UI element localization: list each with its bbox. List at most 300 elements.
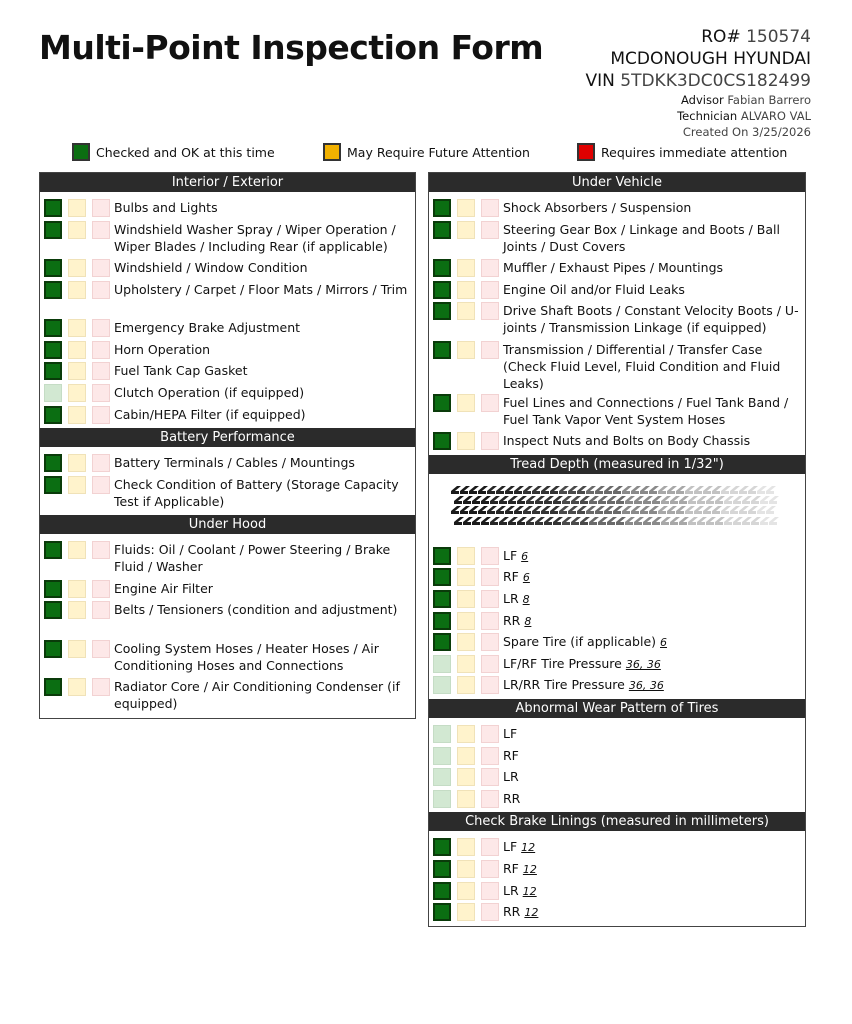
status-future-checkbox [457,838,475,856]
checklist-row [429,588,805,610]
status-immediate-checkbox [92,640,110,658]
tread-block [748,486,758,491]
checklist-row [40,382,415,404]
status-boxes [433,836,503,856]
tread-block [568,506,578,511]
item-label: Cabin/HEPA Filter (if equipped) [114,406,306,422]
tread-block [625,517,635,522]
tread-groove [460,491,468,494]
status-future-checkbox [457,882,475,900]
status-boxes [433,279,503,299]
legend [0,143,852,163]
tread-block [514,486,524,491]
checklist-item-text [503,745,519,764]
item-label: Fuel Lines and Connections / Fuel Tank Band / Fuel Tank Vapor Vent System Hoses [503,394,789,427]
status-ok-checkbox [44,199,62,217]
tread-block [676,486,686,491]
tread-groove [694,511,702,514]
checklist-item-text [503,901,538,921]
tread-groove [739,511,747,514]
tread-block [697,496,707,501]
checklist-item-text [114,599,397,618]
measurement-value: 6 [660,636,668,650]
item-label: LF [503,547,518,563]
status-immediate-checkbox [481,838,499,856]
tread-groove [586,511,594,514]
tread-block [739,486,749,491]
status-ok-checkbox [433,768,451,786]
tread-groove [508,522,516,525]
tread-groove [463,522,471,525]
tread-block [670,496,680,501]
ro-number: 150574 [746,27,811,47]
legend-swatch-immediate [577,143,595,161]
tread-block [487,506,497,511]
status-boxes [44,404,114,424]
status-immediate-checkbox [481,790,499,808]
tread-block [532,506,542,511]
checklist-row [40,219,415,258]
tread-block [703,506,713,511]
legend-item-immediate [577,143,787,161]
status-immediate-checkbox [92,259,110,277]
status-immediate-checkbox [481,547,499,565]
status-boxes [44,452,114,472]
tread-groove [454,501,462,504]
section-body [40,192,415,428]
tread-groove [604,491,612,494]
tread-groove [613,491,621,494]
checklist-item-text [114,360,247,379]
tread-groove [550,511,558,514]
checklist-item-text [503,858,537,878]
tread-block [649,486,659,491]
tread-block [472,496,482,501]
tread-block [577,486,587,491]
tread-block [757,506,767,511]
checklist-item-text [503,836,535,856]
item-label: Muffler / Exhaust Pipes / Mountings [503,260,724,276]
status-immediate-checkbox [92,341,110,359]
checklist-row [429,392,805,431]
tread-groove [517,522,525,525]
status-immediate-checkbox [481,259,499,277]
legend-swatch-ok [72,143,90,161]
status-immediate-checkbox [92,601,110,619]
measurement-value: 6 [521,549,529,563]
tread-block [487,486,497,491]
status-boxes [433,339,503,359]
status-future-checkbox [68,384,86,402]
checklist-item-text [114,638,415,674]
item-label: Engine Air Filter [114,580,213,596]
tread-block [571,517,581,522]
checklist-row [429,653,805,675]
measurement-value: 12 [524,906,539,920]
section-heading: Under Hood [40,515,415,534]
tread-block [712,486,722,491]
status-future-checkbox [68,319,86,337]
tread-groove [469,511,477,514]
status-boxes [44,279,114,299]
ro-label: RO# [701,27,741,47]
checklist-item-text [114,382,304,401]
tread-block [658,486,668,491]
status-boxes [433,257,503,277]
status-future-checkbox [457,568,475,586]
item-label: RR [503,612,521,628]
tread-groove [472,501,480,504]
status-immediate-checkbox [481,882,499,900]
tread-block [742,517,752,522]
status-ok-checkbox [433,655,451,673]
tread-groove [526,501,534,504]
tread-block [508,517,518,522]
tread-block [676,506,686,511]
section-body [429,718,805,812]
tread-groove [652,501,660,504]
status-boxes [44,474,114,494]
tread-groove [523,511,531,514]
checklist-row [429,257,805,279]
status-immediate-checkbox [92,454,110,472]
created-label: Created On [682,125,749,139]
tread-block [667,486,677,491]
tread-groove [553,522,561,525]
tread-block [706,517,716,522]
status-boxes [433,901,503,921]
checklist-item-text [503,257,723,276]
tread-block [451,506,461,511]
status-boxes [433,588,503,608]
status-future-checkbox [457,725,475,743]
tread-groove [544,501,552,504]
status-ok-checkbox [433,903,451,921]
checklist-row [429,788,805,810]
tread-groove [490,522,498,525]
tread-block [454,517,464,522]
section-heading: Tread Depth (measured in 1/32") [429,455,805,474]
tread-block [733,496,743,501]
tread-groove [661,501,669,504]
status-immediate-checkbox [481,676,499,694]
status-ok-checkbox [433,547,451,565]
tread-groove [685,491,693,494]
status-future-checkbox [457,790,475,808]
tread-block [703,486,713,491]
checklist-row [429,545,805,567]
measurement-value: 6 [522,571,530,585]
item-label: RF [503,747,519,763]
tread-groove [757,491,765,494]
tread-block [631,486,641,491]
tread-groove [679,501,687,504]
item-label: LR [503,769,519,785]
status-boxes [433,566,503,586]
checklist-row [429,566,805,588]
tread-block [490,517,500,522]
tread-block [631,506,641,511]
tread-groove [586,491,594,494]
tread-block [733,517,743,522]
status-boxes [44,197,114,217]
tread-groove [640,491,648,494]
ro-line [585,26,811,48]
tread-groove [697,501,705,504]
tread-groove [607,501,615,504]
tread-groove [643,501,651,504]
checklist-row [40,197,415,219]
status-immediate-checkbox [481,768,499,786]
checklist-item-text [503,766,519,785]
status-future-checkbox [68,541,86,559]
tread-groove [667,511,675,514]
tread-block [613,506,623,511]
tread-groove [721,511,729,514]
status-future-checkbox [68,221,86,239]
tread-groove [676,491,684,494]
status-future-checkbox [68,341,86,359]
tread-groove [676,511,684,514]
legend-item-ok [72,143,275,161]
tread-groove [751,522,759,525]
status-ok-checkbox [44,454,62,472]
tread-groove [658,511,666,514]
advisor-name: Fabian Barrero [727,93,811,107]
item-label: Inspect Nuts and Bolts on Body Chassis [503,433,751,449]
tread-block [472,517,482,522]
checklist-row [429,858,805,880]
tread-groove [667,491,675,494]
tread-block [688,496,698,501]
status-immediate-checkbox [481,221,499,239]
status-immediate-checkbox [481,199,499,217]
tread-groove [769,501,777,504]
tread-block [724,517,734,522]
tread-groove [703,511,711,514]
status-immediate-checkbox [92,678,110,696]
tread-groove [577,491,585,494]
tread-block [643,496,653,501]
tread-groove [589,501,597,504]
status-ok-checkbox [44,384,62,402]
tread-block [559,486,569,491]
tread-groove [478,491,486,494]
tread-block [598,496,608,501]
measurement-value: 12 [521,841,536,855]
status-future-checkbox [68,476,86,494]
status-immediate-checkbox [92,580,110,598]
tread-block [577,506,587,511]
tread-block [490,496,500,501]
tread-block [523,506,533,511]
tread-block [634,496,644,501]
tread-groove [634,522,642,525]
tread-block [739,506,749,511]
checklist-row [40,599,415,638]
measurement-value: 8 [524,614,532,628]
status-future-checkbox [457,612,475,630]
tread-block [517,496,527,501]
dealer-name: MCDONOUGH HYUNDAI [610,49,811,69]
checklist-row [429,723,805,745]
tread-groove [751,501,759,504]
tread-block [463,517,473,522]
checklist-row [429,674,805,696]
tread-block [541,506,551,511]
item-label: LR [503,882,519,898]
tread-block [499,496,509,501]
tread-groove [652,522,660,525]
tread-groove [622,491,630,494]
status-ok-checkbox [433,221,451,239]
tread-groove [463,501,471,504]
tread-groove [733,522,741,525]
status-immediate-checkbox [92,199,110,217]
tread-block [706,496,716,501]
checklist-item-text [503,392,805,428]
tread-block [607,496,617,501]
tread-block [499,517,509,522]
checklist-row [40,452,415,474]
tread-block [469,486,479,491]
status-immediate-checkbox [92,384,110,402]
status-future-checkbox [457,747,475,765]
tread-block [496,506,506,511]
checklist-item-text [114,339,210,358]
status-boxes [433,880,503,900]
status-future-checkbox [68,362,86,380]
tread-groove [508,501,516,504]
status-immediate-checkbox [481,341,499,359]
tread-groove [571,522,579,525]
tread-groove [505,511,513,514]
status-immediate-checkbox [481,633,499,651]
status-immediate-checkbox [92,281,110,299]
checklist-item-text [503,545,528,565]
tread-block [478,506,488,511]
status-ok-checkbox [44,601,62,619]
tread-groove [595,511,603,514]
tread-groove [712,511,720,514]
tread-groove [706,501,714,504]
checklist-item-text [503,588,530,608]
tread-block [748,506,758,511]
item-label: Windshield / Window Condition [114,260,308,276]
tread-groove [481,501,489,504]
tread-block [679,496,689,501]
status-ok-checkbox [433,432,451,450]
tread-groove [670,522,678,525]
measurement-value: 8 [522,593,530,607]
status-future-checkbox [457,633,475,651]
status-ok-checkbox [433,790,451,808]
checklist-item-text [114,219,415,255]
tread-block [544,496,554,501]
status-future-checkbox [457,547,475,565]
checklist-item-text [114,539,415,575]
status-future-checkbox [457,676,475,694]
checklist-item-text [114,197,218,216]
checklist-item-text [503,610,531,630]
tread-groove [469,491,477,494]
checklist-row [40,317,415,339]
item-label: RF [503,861,519,876]
tread-block [649,506,659,511]
status-boxes [44,676,114,696]
tread-block [640,486,650,491]
section-heading: Interior / Exterior [40,173,415,192]
status-boxes [433,430,503,450]
tread-block [616,517,626,522]
tread-block [505,506,515,511]
tread-groove [517,501,525,504]
tread-block [469,506,479,511]
tread-groove [685,511,693,514]
status-ok-checkbox [433,394,451,412]
status-boxes [433,723,503,743]
created-date: 3/25/2026 [752,125,811,139]
tread-groove [649,511,657,514]
status-ok-checkbox [44,580,62,598]
status-ok-checkbox [44,319,62,337]
checklist-item-text [114,474,415,510]
tread-block [661,517,671,522]
checklist-item-text [503,300,805,336]
tread-block [721,486,731,491]
checklist-row [429,880,805,902]
tread-block [730,506,740,511]
tread-groove [559,491,567,494]
status-future-checkbox [457,903,475,921]
status-boxes [44,257,114,277]
checklist-item-text [114,317,300,336]
tread-groove [694,491,702,494]
tread-groove [742,501,750,504]
tread-block [694,506,704,511]
tread-groove [481,522,489,525]
tread-block [652,496,662,501]
item-label: Clutch Operation (if equipped) [114,384,305,400]
tread-block [553,517,563,522]
tread-groove [613,511,621,514]
status-boxes [433,858,503,878]
tread-block [571,496,581,501]
checklist-row [40,339,415,361]
checklist-row [429,631,805,653]
tread-block [532,486,542,491]
status-ok-checkbox [433,633,451,651]
status-ok-checkbox [44,541,62,559]
legend-item-future [323,143,530,161]
status-ok-checkbox [433,590,451,608]
tread-block [670,517,680,522]
tread-block [685,506,695,511]
item-label: Radiator Core / Air Conditioning Condenser (if equipped) [114,679,400,712]
checklist-row [40,676,415,715]
checklist-row [429,300,805,339]
status-ok-checkbox [433,882,451,900]
tread-groove [454,522,462,525]
tread-block [766,506,776,511]
tread-groove [580,501,588,504]
status-boxes [433,300,503,320]
status-boxes [433,631,503,651]
tread-groove [769,522,777,525]
status-boxes [433,610,503,630]
tread-groove [742,522,750,525]
tread-block [697,517,707,522]
